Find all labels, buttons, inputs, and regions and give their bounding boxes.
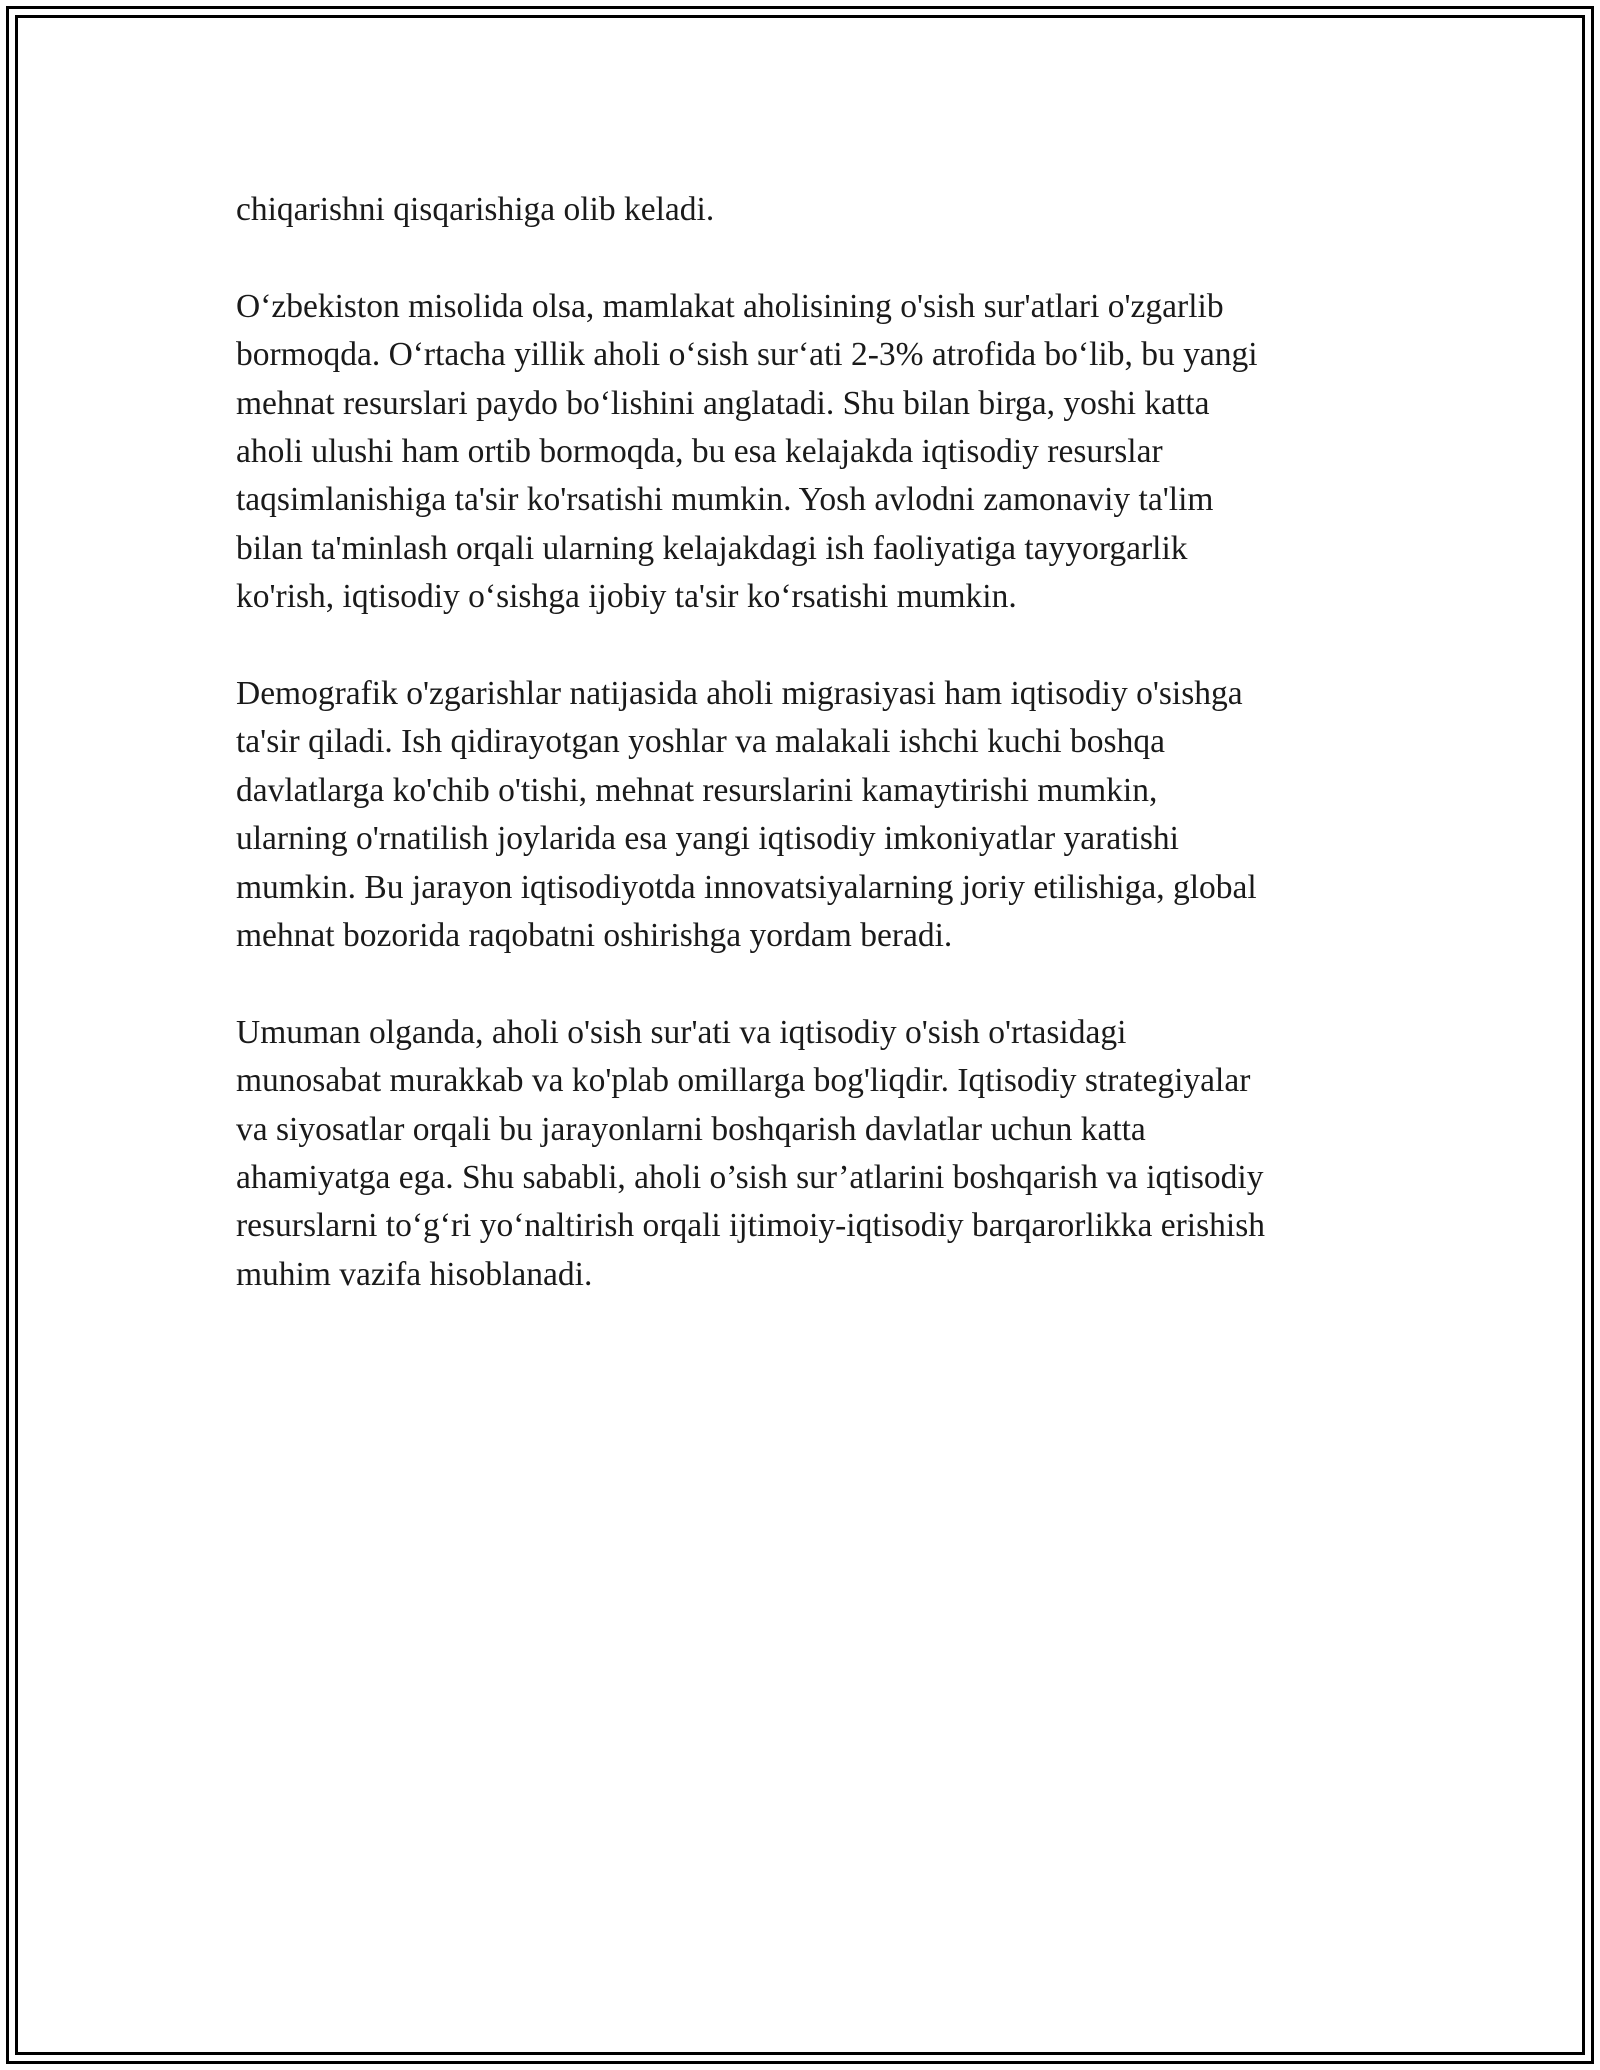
text-line: bilan ta'minlash orqali ularning kelajakdagi ish faoliyatiga tayyorgarlik [236,529,1188,567]
text-line: mumkin. Bu jarayon iqtisodiyotda innovatsiyalarning joriy etilishiga, global [236,868,1257,906]
text-line: O‘zbekiston misolida olsa, mamlakat aholisining o'sish sur'atlari o'zgarlib [236,287,1224,325]
text-line: ahamiyatga ega. Shu sababli, aholi o’sish sur’atlarini boshqarish va iqtisodiy [236,1159,1264,1197]
text-line: muhim vazifa hisoblanadi. [236,1255,593,1293]
paragraph-2 [236,283,1416,622]
document-body [236,186,1416,1348]
paragraph-1 [236,186,1416,234]
text-line: bormoqda. O‘rtacha yillik aholi o‘sish sur‘ati 2-3% atrofida bo‘lib, bu yangi [236,336,1258,374]
text-line: davlatlarga ko'chib o'tishi, mehnat resurslarini kamaytirishi mumkin, [236,771,1158,809]
text-line: Umuman olganda, aholi o'sish sur'ati va iqtisodiy o'sish o'rtasidagi [236,1013,1127,1051]
paragraph-4 [236,1009,1416,1299]
text-line: ularning o'rnatilish joylarida esa yangi iqtisodiy imkoniyatlar yaratishi [236,820,1179,858]
text-line: resurslarni to‘g‘ri yo‘naltirish orqali ijtimoiy-iqtisodiy barqarorlikka erishish [236,1207,1265,1245]
text-line: aholi ulushi ham ortib bormoqda, bu esa kelajakda iqtisodiy resurslar [236,433,1163,471]
text-line: chiqarishni qisqarishiga olib keladi. [236,191,715,228]
paragraph-3 [236,670,1416,960]
text-line: ta'sir qiladi. Ish qidirayotgan yoshlar va malakali ishchi kuchi boshqa [236,723,1165,761]
text-line: mehnat resurslari paydo bo‘lishini anglatadi. Shu bilan birga, yoshi katta [236,384,1210,422]
text-line: va siyosatlar orqali bu jarayonlarni boshqarish davlatlar uchun katta [236,1110,1146,1148]
text-line: taqsimlanishiga ta'sir ko'rsatishi mumkin. Yosh avlodni zamonaviy ta'lim [236,481,1214,519]
text-line: mehnat bozorida raqobatni oshirishga yordam beradi. [236,917,953,955]
text-line: munosabat murakkab va ko'plab omillarga bog'liqdir. Iqtisodiy strategiyalar [236,1062,1251,1100]
text-line: Demografik o'zgarishlar natijasida aholi migrasiyasi ham iqtisodiy o'sishga [236,675,1243,713]
text-line: ko'rish, iqtisodiy o‘sishga ijobiy ta'sir ko‘rsatishi mumkin. [236,578,1017,616]
